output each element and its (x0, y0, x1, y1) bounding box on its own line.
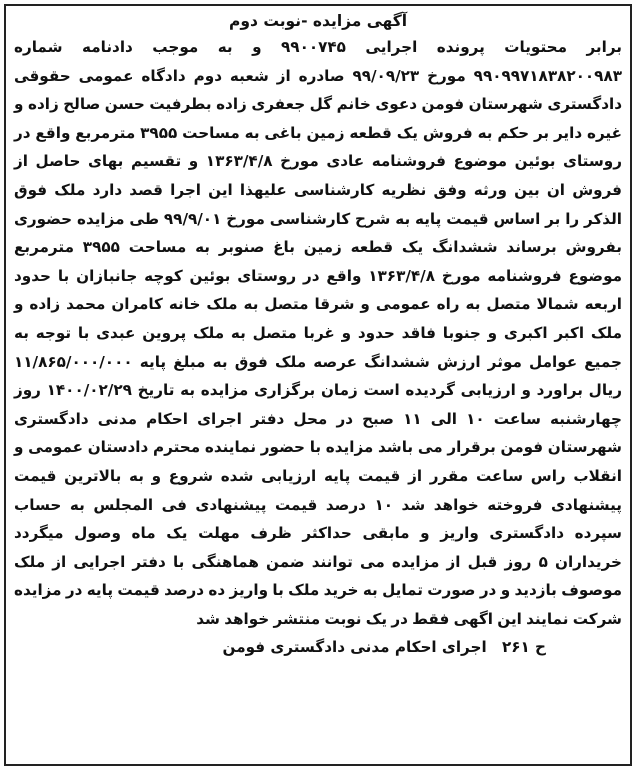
auction-notice (4, 4, 632, 766)
notice-body: برابر محتویات پرونده اجرایی ۹۹۰۰۷۴۵ و به موجب دادنامه شماره ۹۹۰۹۹۷۱۸۳۸۲۰۰۹۸۳ مورخ ۹۹/۰۹/۲۳ صادره از شعبه دوم دادگاه عمومی حقوقی دادگستری شهرستان فومن دعوی خانم گل جعفری زاده بطرفیت حسن صالح زاده و غیره دایر بر حکم به فروش یک قطعه زمین باغی به مساحت ۳۹۵۵ مترمربع واقع در روستای بوئین موضوع فروشنامه عادی مورخ ۱۳۶۳/۴/۸ و تقسیم بهای حاصل از فروش ان بین ورثه وفق نظریه کارشناسی علیهذا این اجرا قصد دارد ملک فوق الذکر را بر اساس قیمت پایه به شرح کارشناسی مورخ ۹۹/۹/۰۱ طی مزایده حضوری بفروش برساند ششدانگ یک قطعه زمین باغ صنوبر به مساحت ۳۹۵۵ مترمربع موضوع فروشنامه مورخ ۱۳۶۳/۴/۸ واقع در روستای بوئین کوچه جانبازان با حدود اربعه شمالا متصل به راه عمومی و شرقا متصل به ملک خانه کامران محمد زاده و ملک اکبر اکبری و جنوبا فاقد حدود و غربا متصل به ملک پروین عبدی با توجه به جمیع عوامل موثر ارزش ششدانگ عرصه ملک فوق به مبلغ پایه ۱۱/۸۶۵/۰۰۰/۰۰۰ ریال براورد و ارزیابی گردیده است زمان برگزاری مزایده به تاریخ ۱۴۰۰/۰۲/۲۹ روز چهارشنبه ساعت ۱۰ الی ۱۱ صبح در محل دفتر اجرای احکام مدنی دادگستری شهرستان فومن برقرار می باشد مزایده با حضور نماینده محترم دادستان عمومی و انقلاب راس ساعت مقرر از قیمت پایه ارزیابی شده شروع و به بالاترین قیمت پیشنهادی فروخته خواهد شد ۱۰ درصد قیمت پیشنهادی فی المجلس به حساب سپرده دادگستری واریز و مابقی حداکثر ظرف مهلت یک ماه وصول میگردد خریداران ۵ روز قبل از مزایده می توانند ضمن هماهنگی با دفتر اجرایی از ملک موصوف بازدید و در صورت تمایل به خرید ملک با واریز ده درصد قیمت پایه در مزایده شرکت نمایند این اگهی فقط در یک نوبت منتشر خواهد شد (14, 38, 623, 628)
notice-title: آگهی مزایده -نوبت دوم (228, 12, 408, 30)
reference-code: ح ۲۶۱ (501, 638, 546, 657)
issuer-signature: اجرای احکام مدنی دادگستری فومن (222, 638, 487, 657)
notice-footer (14, 633, 622, 661)
